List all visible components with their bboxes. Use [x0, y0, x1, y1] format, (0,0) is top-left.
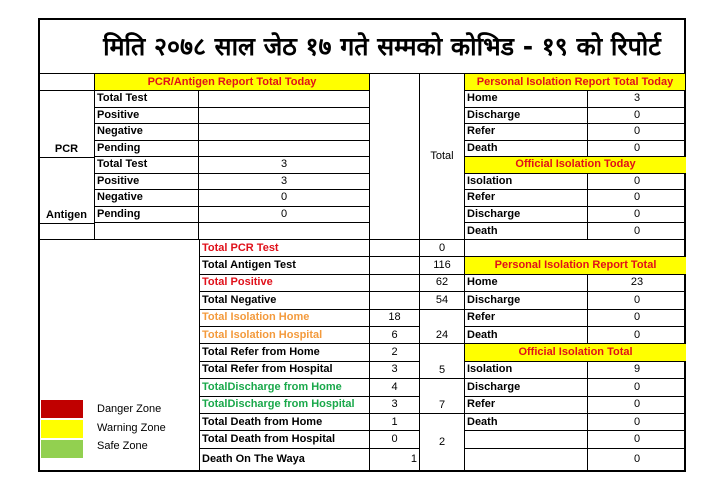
- total-positive-value: 62: [420, 275, 465, 292]
- pcr-group-label: PCR: [38, 91, 95, 157]
- total-pcr-value: 0: [420, 240, 465, 257]
- death-hospital-label: Total Death from Hospital: [199, 431, 370, 448]
- official-today-value: 0: [588, 190, 686, 207]
- pcr-row-label: Negative: [95, 124, 199, 141]
- personal-today-value: 0: [588, 108, 686, 125]
- blank-cell: [199, 223, 370, 240]
- official-total-value: 9: [588, 362, 686, 379]
- official-total-label: [465, 431, 588, 448]
- official-total-label: [465, 449, 588, 470]
- death-hospital-value: 0: [370, 431, 420, 448]
- official-today-label: Death: [465, 223, 588, 240]
- refer-hospital-value: 3: [370, 362, 420, 379]
- discharge-home-value: 4: [370, 379, 420, 396]
- refer-home-label: Total Refer from Home: [199, 344, 370, 361]
- total-positive-label: Total Positive: [199, 275, 370, 292]
- total-negative-value: 54: [420, 292, 465, 309]
- blank-group-cell: [38, 223, 95, 240]
- death-home-value: 1: [370, 414, 420, 431]
- total-header: Total: [420, 73, 465, 240]
- pcr-row-label: Total Test: [95, 91, 199, 108]
- official-total-value: 0: [588, 379, 686, 396]
- personal-today-label: Home: [465, 91, 588, 108]
- blank-cell: [370, 257, 420, 274]
- personal-today-label: Discharge: [465, 108, 588, 125]
- personal-total-value: 0: [588, 310, 686, 327]
- antigen-group-label: Antigen: [38, 157, 95, 223]
- discharge-hospital-value: 3: [370, 397, 420, 414]
- official-total-label: Death: [465, 414, 588, 431]
- personal-today-value: 0: [588, 141, 686, 158]
- blank-cell: [370, 275, 420, 292]
- discharge-hospital-label: TotalDischarge from Hospital: [199, 397, 370, 414]
- death-home-label: Total Death from Home: [199, 414, 370, 431]
- official-today-label: Discharge: [465, 207, 588, 224]
- official-today-value: 0: [588, 223, 686, 240]
- personal-today-header: Personal Isolation Report Total Today: [465, 73, 686, 91]
- isolation-home-label: Total Isolation Home: [199, 310, 370, 327]
- antigen-row-value: 0: [199, 207, 370, 224]
- pcr-row-value: [199, 141, 370, 158]
- official-total-value: 0: [633, 452, 641, 465]
- official-total-label: Discharge: [465, 379, 588, 396]
- refer-sum-value: 5: [420, 344, 465, 379]
- personal-today-label: Death: [465, 141, 588, 158]
- personal-total-value: 23: [588, 275, 686, 292]
- total-antigen-value: 116: [420, 257, 465, 274]
- personal-today-value: 0: [588, 124, 686, 141]
- personal-total-label: Death: [465, 327, 588, 344]
- death-sum-value: 2: [420, 414, 465, 470]
- personal-total-label: Home: [465, 275, 588, 292]
- legend-swatch-warning: [41, 420, 83, 438]
- antigen-row-label: Positive: [95, 174, 199, 191]
- blank-cell: [370, 240, 420, 257]
- isolation-sum-value: 24: [420, 310, 465, 345]
- official-total-value: 0: [588, 431, 686, 448]
- legend-label-safe: Safe Zone: [97, 439, 148, 452]
- official-total-header: Official Isolation Total: [465, 344, 686, 361]
- official-today-value: 0: [588, 174, 686, 191]
- report-title: मिति २०७८ साल जेठ १७ गते सम्मको कोभिड - १९ को रिपोर्ट: [103, 31, 661, 61]
- antigen-row-label: Negative: [95, 190, 199, 207]
- personal-today-label: Refer: [465, 124, 588, 141]
- total-negative-label: Total Negative: [199, 292, 370, 309]
- antigen-row-value: 3: [199, 157, 370, 174]
- personal-total-label: Refer: [465, 310, 588, 327]
- official-total-value: 0: [588, 414, 686, 431]
- isolation-hospital-value: 6: [370, 327, 420, 344]
- pcr-row-label: Positive: [95, 108, 199, 125]
- discharge-home-label: TotalDischarge from Home: [199, 379, 370, 396]
- antigen-row-value: 3: [199, 174, 370, 191]
- death-waya-value: 1: [370, 449, 420, 470]
- antigen-row-label: Total Test: [95, 157, 199, 174]
- refer-home-value: 2: [370, 344, 420, 361]
- total-antigen-label: Total Antigen Test: [199, 257, 370, 274]
- official-today-value: 0: [588, 207, 686, 224]
- official-total-value: 0: [588, 397, 686, 414]
- legend-swatch-safe: [41, 440, 83, 458]
- official-today-label: Refer: [465, 190, 588, 207]
- official-today-header: Official Isolation Today: [465, 157, 686, 174]
- personal-total-label: Discharge: [465, 292, 588, 309]
- blank-corner-cell: [38, 73, 95, 91]
- blank-column: [370, 73, 420, 240]
- personal-total-header: Personal Isolation Report Total: [465, 257, 686, 274]
- official-today-label: Isolation: [465, 174, 588, 191]
- blank-cell: [370, 292, 420, 309]
- blank-cell: [465, 240, 686, 257]
- personal-total-value: 0: [588, 327, 686, 344]
- official-total-label: Refer: [465, 397, 588, 414]
- pcr-antigen-header: PCR/Antigen Report Total Today: [95, 73, 370, 91]
- discharge-sum-value: 7: [420, 379, 465, 414]
- antigen-row-value: 0: [199, 190, 370, 207]
- pcr-row-value: [199, 108, 370, 125]
- isolation-hospital-label: Total Isolation Hospital: [199, 327, 370, 344]
- death-waya-label: Death On The Waya: [199, 449, 370, 470]
- pcr-row-value: [199, 124, 370, 141]
- pcr-row-value: [199, 91, 370, 108]
- legend-label-danger: Danger Zone: [97, 402, 162, 415]
- legend-label-warning: Warning Zone: [97, 421, 166, 434]
- personal-today-value: 3: [588, 91, 686, 108]
- total-pcr-label: Total PCR Test: [199, 240, 370, 257]
- isolation-home-value: 18: [370, 310, 420, 327]
- official-total-label: Isolation: [465, 362, 588, 379]
- refer-hospital-label: Total Refer from Hospital: [199, 362, 370, 379]
- personal-total-value: 0: [588, 292, 686, 309]
- legend-swatch-danger: [41, 400, 83, 418]
- pcr-row-label: Pending: [95, 141, 199, 158]
- blank-cell: [95, 223, 199, 240]
- antigen-row-label: Pending: [95, 207, 199, 224]
